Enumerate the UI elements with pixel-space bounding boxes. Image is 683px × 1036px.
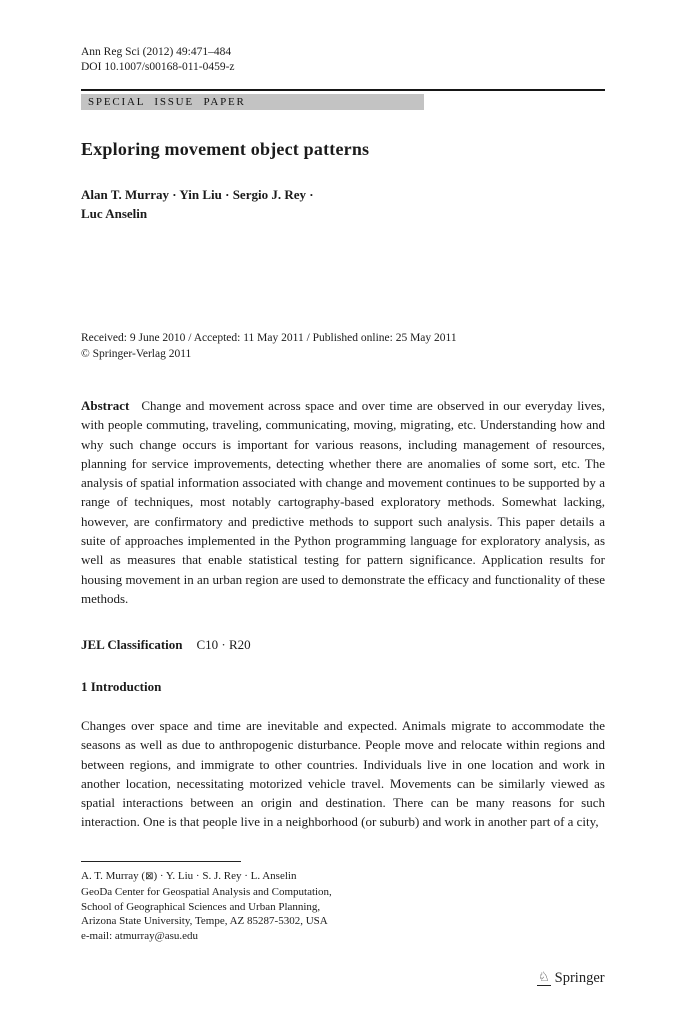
article-type-banner — [81, 89, 605, 110]
footnote-email: e-mail: atmurray@asu.edu — [81, 930, 199, 943]
author-footnote — [81, 869, 605, 944]
doi-line: DOI 10.1007/s00168-011-0459-z — [81, 61, 235, 73]
paper-title: Exploring movement object patterns — [81, 139, 370, 159]
received-dates: Received: 9 June 2010 / Accepted: 11 May 2011 / Published online: 25 May 2011 — [81, 332, 457, 344]
section-heading-introduction: 1 Introduction — [81, 679, 162, 694]
author-line-1: Alan T. Murray · Yin Liu · Sergio J. Rey · — [81, 187, 314, 202]
footnote-authors: A. T. Murray (⊠) · Y. Liu · S. J. Rey · L. Anselin — [81, 870, 297, 882]
footnote-divider — [81, 861, 241, 862]
footnote-affiliation-3: Arizona State University, Tempe, AZ 85287-5302, USA — [81, 915, 328, 928]
author-line-2: Luc Anselin — [81, 205, 148, 221]
jel-label: JEL Classification — [81, 637, 183, 652]
abstract-label: Abstract — [81, 398, 130, 413]
corresponding-author-envelope-icon: ⊠ — [145, 871, 154, 882]
springer-knight-icon: ♘ — [538, 970, 550, 985]
abstract-text: Change and movement across space and over time are observed in our everyday lives, with people commuting, traveling, communicating, moving, migrating, etc. Understanding how and why such change occurs is important for various reasons, including management of resources, planning for service improvements, detecting whether there are anomalies of some sort, etc. The analysis of spatial information associated with change and movement continues to be supported by a range of techniques, most notably cartography-based exploratory methods. Somewhat lacking, however, are confirmatory and predictive methods to support such analysis. This paper details a suite of approaches implemented in the Python programming language for exploratory analysis, as well as measures that enable statistical testing for pattern significance. Application results for housing movement in an urban region are used to demonstrate the efficacy and functionality of these methods. — [81, 398, 605, 606]
abstract-paragraph — [81, 396, 605, 608]
journal-reference: Ann Reg Sci (2012) 49:471–484 — [81, 46, 232, 58]
publisher-name: Springer — [554, 970, 605, 986]
introduction-paragraph: Changes over space and time are inevitable and expected. Animals migrate to accommodate the seasons as well as due to anthropogenic disturbance. People move and relocate within regions and between regions, and immigrate to other countries. Individuals live in one location and work in another location, necessitating motorized vehicle travel. Movements can be similarly viewed as spatial interactions between an origin and destination. There can be many reasons for such interaction. One is that people live in a neighborhood (or suburb) and work in another part of a city, — [81, 718, 605, 830]
footnote-affiliation-2: School of Geographical Sciences and Urban Planning, — [81, 900, 321, 913]
copyright-line: © Springer-Verlag 2011 — [81, 348, 192, 360]
article-type-label: SPECIAL ISSUE PAPER — [81, 94, 424, 110]
author-list — [81, 186, 605, 223]
jel-codes: C10 · R20 — [196, 637, 251, 652]
springer-logo — [537, 970, 605, 987]
jel-classification — [81, 637, 605, 653]
footnote-affiliation-1: GeoDa Center for Geospatial Analysis and Computation, — [81, 885, 332, 898]
